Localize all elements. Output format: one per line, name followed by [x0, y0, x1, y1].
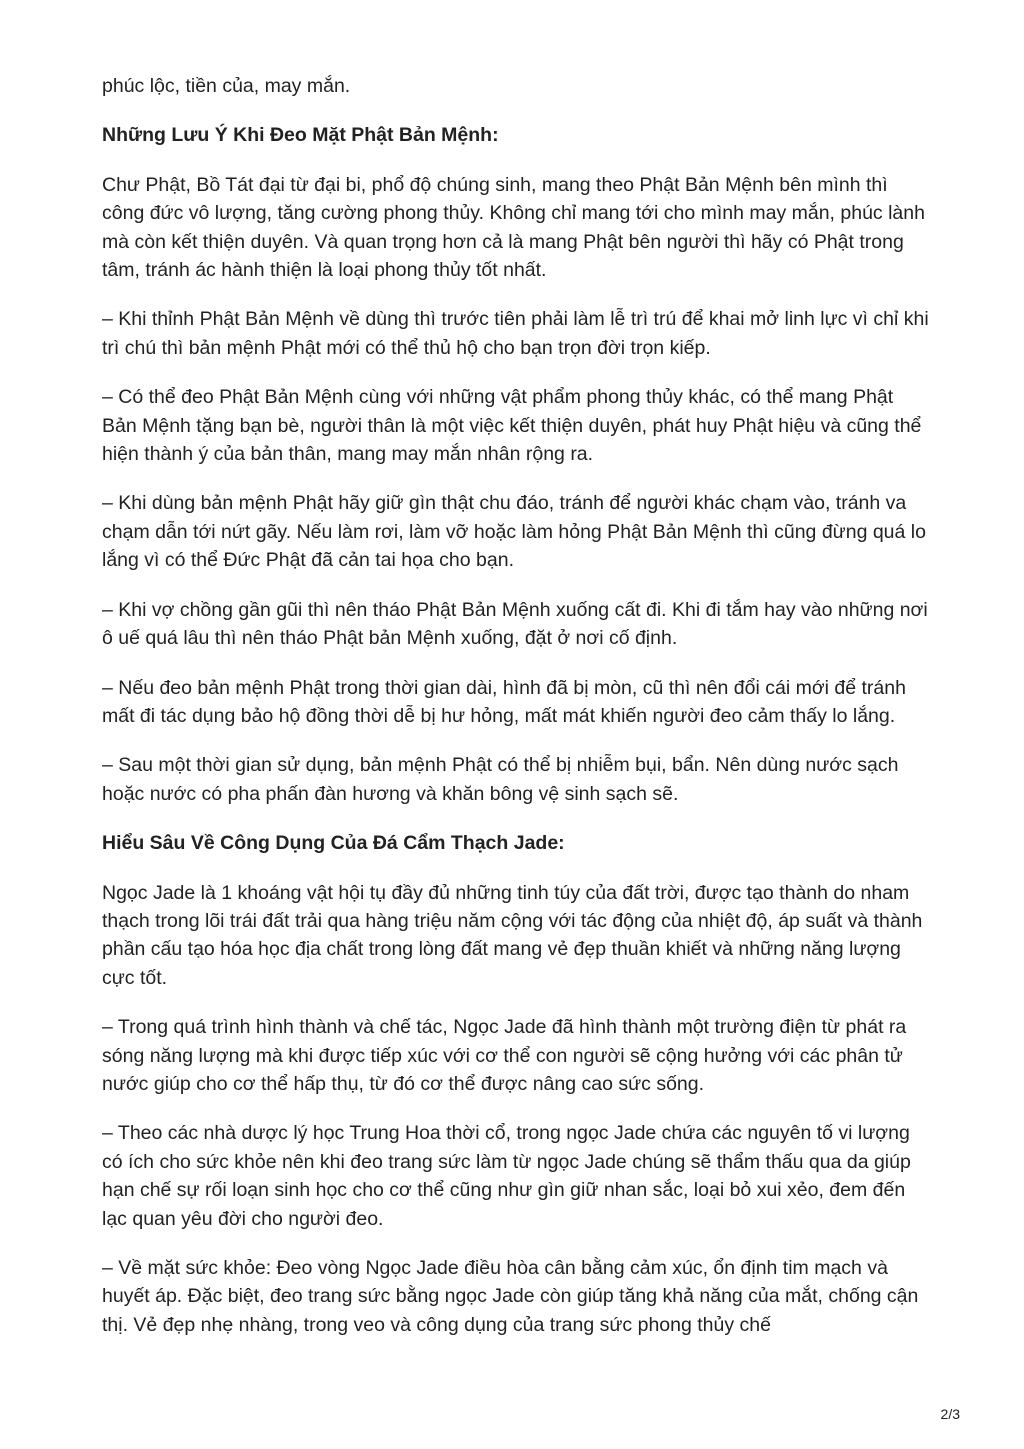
paragraph: – Sau một thời gian sử dụng, bản mệnh Phật có thể bị nhiễm bụi, bẩn. Nên dùng nước sạch hoặc nước có pha phấn đàn hương và khăn bông vệ sinh sạch sẽ. [102, 754, 899, 805]
paragraph: – Khi dùng bản mệnh Phật hãy giữ gìn thật chu đáo, tránh để người khác chạm vào, tránh va chạm dẫn tới nứt gãy. Nếu làm rơi, làm vỡ hoặc làm hỏng Phật Bản Mệnh thì cũng đừng quá lo lắng vì có thể Đức Phật đã cản tai họa cho bạn. [102, 492, 926, 572]
paragraph: – Về mặt sức khỏe: Đeo vòng Ngọc Jade điều hòa cân bằng cảm xúc, ổn định tim mạch và huyết áp. Đặc biệt, đeo trang sức bằng ngọc Jade còn giúp tăng khả năng của mắt, chống cận thị. Vẻ đẹp nhẹ nhàng, trong veo và công dụng của trang sức phong thủy chế [102, 1257, 919, 1336]
paragraph: – Nếu đeo bản mệnh Phật trong thời gian dài, hình đã bị mòn, cũ thì nên đổi cái mới để tránh mất đi tác dụng bảo hộ đồng thời dễ bị hư hỏng, mất mát khiến người đeo cảm thấy lo lắng. [102, 676, 906, 727]
paragraph: – Khi thỉnh Phật Bản Mệnh về dùng thì trước tiên phải làm lễ trì trú để khai mở linh lực vì chỉ khi trì chú thì bản mệnh Phật mới có thể thủ hộ cho bạn trọn đời trọn kiếp. [102, 308, 929, 359]
paragraph: Chư Phật, Bồ Tát đại từ đại bi, phổ độ chúng sinh, mang theo Phật Bản Mệnh bên mình thì công đức vô lượng, tăng cường phong thủy. Không chỉ mang tới cho mình may mắn, phúc lành mà còn kết thiện duyên. Và quan trọng hơn cả là mang Phật bên người thì hãy có Phật trong tâm, tránh ác hành thiện là loại phong thủy tốt nhất. [102, 173, 925, 282]
paragraph: – Khi vợ chồng gần gũi thì nên tháo Phật Bản Mệnh xuống cất đi. Khi đi tắm hay vào những nơi ô uế quá lâu thì nên tháo Phật bản Mệnh xuống, đặt ở nơi cố định. [102, 598, 928, 650]
paragraph: Ngọc Jade là 1 khoáng vật hội tụ đầy đủ những tinh túy của đất trời, được tạo thành do nham thạch trong lõi trái đất trải qua hàng triệu năm cộng với tác động của nhiệt độ, áp suất và thành phần cấu tạo hóa học địa chất trong lòng đất mang vẻ đẹp thuần khiết và những năng lượng cực tốt. [102, 881, 923, 989]
paragraph: – Theo các nhà dược lý học Trung Hoa thời cổ, trong ngọc Jade chứa các nguyên tố vi lượng có ích cho sức khỏe nên khi đeo trang sức làm từ ngọc Jade chúng sẽ thẩm thấu qua da giúp hạn chế sự rối loạn sinh học cho cơ thể cũng như gìn giữ nhan sắc, loại bỏ xui xẻo, đem đến lạc quan yêu đời cho người đeo. [102, 1122, 911, 1230]
section-heading: Những Lưu Ý Khi Đeo Mặt Phật Bản Mệnh: [102, 124, 499, 147]
page-number: 2/3 [940, 1406, 960, 1422]
paragraph: – Có thể đeo Phật Bản Mệnh cùng với những vật phẩm phong thủy khác, có thể mang Phật Bản Mệnh tặng bạn bè, người thân là một việc kết thiện duyên, phát huy Phật hiệu và cũng thể hiện thành ý của bản thân, mang may mắn nhân rộng ra. [102, 386, 922, 466]
paragraph: – Trong quá trình hình thành và chế tác, Ngọc Jade đã hình thành một trường điện từ phát ra sóng năng lượng mà khi được tiếp xúc với cơ thể con người sẽ cộng hưởng với các phân tử nước giúp cho cơ thể hấp thụ, từ đó cơ thể được nâng cao sức sống. [102, 1016, 907, 1095]
section-heading: Hiểu Sâu Về Công Dụng Của Đá Cẩm Thạch Jade: [102, 832, 565, 855]
document-body [102, 72, 932, 1360]
paragraph: phúc lộc, tiền của, may mắn. [102, 75, 351, 97]
